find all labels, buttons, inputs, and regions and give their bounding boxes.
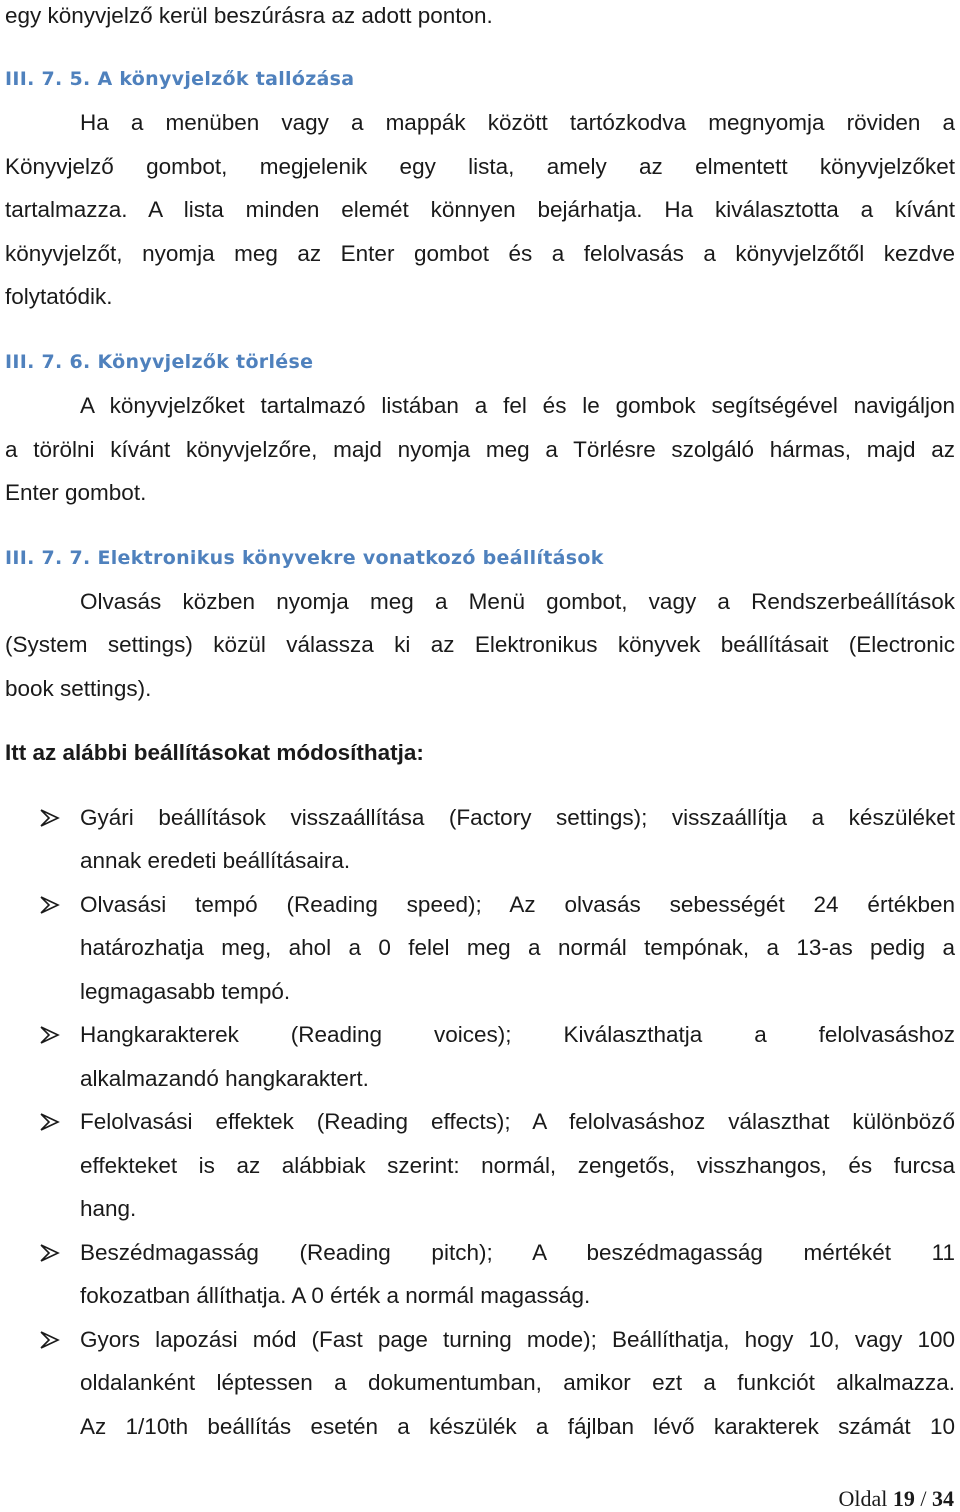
- paragraph-line: könyvjelzőt, nyomja meg az Enter gombot és a felolvasás a könyvjelzőtől kezdve: [5, 241, 955, 266]
- paragraph-line: Enter gombot.: [5, 480, 147, 505]
- paragraph-line: a törölni kívánt könyvjelzőre, majd nyomja meg a Törlésre szolgáló hármas, majd az: [5, 437, 955, 462]
- bullet-line: Gyári beállítások visszaállítása (Factory settings); visszaállítja a készüléket: [80, 805, 955, 830]
- arrow-bullet-icon: [38, 1021, 62, 1049]
- bullet-line: határozhatja meg, ahol a 0 felel meg a normál tempónak, a 13-as pedig a: [80, 935, 955, 960]
- paragraph-line: Olvasás közben nyomja meg a Menü gombot, vagy a Rendszerbeállítások: [80, 589, 955, 614]
- page-separator: /: [920, 1486, 927, 1511]
- bullet-line: oldalanként léptessen a dokumentumban, amikor ezt a funkciót alkalmazza.: [80, 1370, 955, 1395]
- bullet-line: annak eredeti beállításaira.: [80, 848, 351, 873]
- paragraph-line: A könyvjelzőket tartalmazó listában a fel és le gombok segítségével navigáljon: [80, 393, 955, 418]
- paragraph-line: book settings).: [5, 676, 152, 701]
- arrow-bullet-icon: [38, 891, 62, 919]
- bullet-line: fokozatban állíthatja. A 0 érték a normál magasság.: [80, 1283, 591, 1308]
- paragraph-line: folytatódik.: [5, 284, 113, 309]
- paragraph-line: Ha a menüben vagy a mappák között tartózkodva megnyomja röviden a: [80, 110, 955, 135]
- bullet-line: effekteket is az alábbiak szerint: normál, zengetős, visszhangos, és furcsa: [80, 1153, 955, 1178]
- bullet-line: Hangkarakterek (Reading voices); Kiválaszthatja a felolvasáshoz: [80, 1022, 955, 1047]
- bullet-line: Az 1/10th beállítás esetén a készülék a fájlban lévő karakterek számát 10: [80, 1414, 955, 1439]
- settings-heading: Itt az alábbi beállításokat módosíthatja:: [5, 740, 424, 765]
- continuation-line: egy könyvjelző kerül beszúrásra az adott ponton.: [5, 3, 493, 28]
- page-current: 19: [892, 1486, 915, 1511]
- bullet-line: alkalmazandó hangkaraktert.: [80, 1066, 369, 1091]
- bullet-line: Beszédmagasság (Reading pitch); A beszédmagasság mértékét 11: [80, 1240, 955, 1265]
- arrow-bullet-icon: [38, 1108, 62, 1136]
- bullet-line: hang.: [80, 1196, 137, 1221]
- paragraph-line: tartalmazza. A lista minden elemét könnyen bejárhatja. Ha kiválasztotta a kívánt: [5, 197, 955, 222]
- page-total: 34: [932, 1486, 954, 1511]
- arrow-bullet-icon: [38, 1239, 62, 1267]
- paragraph-line: Könyvjelző gombot, megjelenik egy lista, amely az elmentett könyvjelzőket: [5, 154, 955, 179]
- page-number: [838, 1486, 954, 1512]
- bullet-line: Gyors lapozási mód (Fast page turning mode); Beállíthatja, hogy 10, vagy 100: [80, 1327, 955, 1352]
- bullet-line: Felolvasási effektek (Reading effects); A felolvasáshoz választhat különböző: [80, 1109, 955, 1134]
- section-heading-bookmark-delete: III. 7. 6. Könyvjelzők törlése: [5, 351, 314, 373]
- bullet-line: legmagasabb tempó.: [80, 979, 291, 1004]
- arrow-bullet-icon: [38, 1326, 62, 1354]
- page-label: Oldal: [838, 1486, 888, 1511]
- arrow-bullet-icon: [38, 804, 62, 832]
- bullet-line: Olvasási tempó (Reading speed); Az olvasás sebességét 24 értékben: [80, 892, 955, 917]
- section-heading-ebook-settings: III. 7. 7. Elektronikus könyvekre vonatkozó beállítások: [5, 547, 604, 569]
- paragraph-line: (System settings) közül válassza ki az Elektronikus könyvek beállításait (Electronic: [5, 632, 955, 657]
- section-heading-bookmark-browse: III. 7. 5. A könyvjelzők tallózása: [5, 68, 355, 90]
